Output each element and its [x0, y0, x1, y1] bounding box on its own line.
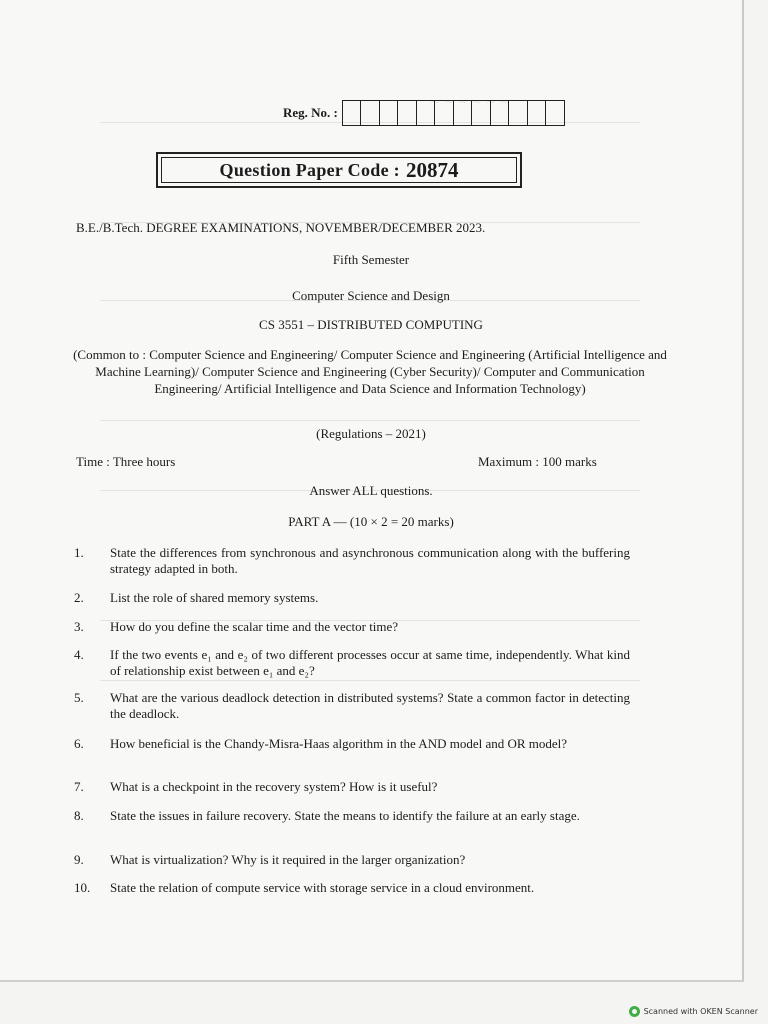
reg-no-digit-box[interactable] [491, 101, 510, 125]
course-title: CS 3551 – DISTRIBUTED COMPUTING [259, 317, 483, 332]
question-text: What is a checkpoint in the recovery system? How is it useful? [110, 779, 438, 794]
reg-no-digit-box[interactable] [398, 101, 417, 125]
branch: Computer Science and Design [292, 288, 450, 303]
reg-no-digit-box[interactable] [528, 101, 547, 125]
bleed-through-text [100, 420, 640, 422]
question-item [74, 647, 630, 679]
question-text: What are the various deadlock detection in distributed systems? State a common factor in detecting the deadlock. [110, 690, 630, 721]
question-item [74, 619, 630, 635]
time-allowed: Time : Three hours [76, 454, 176, 469]
reg-no-digit-box[interactable] [509, 101, 528, 125]
question-text: State the relation of compute service with storage service in a cloud environment. [110, 880, 535, 895]
question-number: 7. [74, 779, 84, 794]
scanner-watermark [629, 1006, 758, 1017]
question-number: 3. [74, 619, 84, 634]
reg-no-digit-box[interactable] [417, 101, 436, 125]
reg-no-digit-box[interactable] [361, 101, 380, 125]
reg-no-label: Reg. No. : [283, 105, 338, 120]
instruction: Answer ALL questions. [309, 483, 433, 498]
question-text: If the two events e₁ and e₂ of two different processes occur at same time, independently. What kind of relationship exist between e₁ and e₂? [110, 647, 630, 678]
regulations: (Regulations – 2021) [316, 426, 426, 441]
question-text: How beneficial is the Chandy-Misra-Haas algorithm in the AND model and OR model? [110, 736, 568, 751]
semester: Fifth Semester [332, 252, 410, 267]
scanner-logo-icon [629, 1006, 640, 1017]
reg-no-field[interactable] [283, 100, 565, 126]
question-item [74, 545, 630, 577]
question-item [74, 779, 630, 795]
reg-no-digit-box[interactable] [546, 101, 564, 125]
part-a-heading: PART A — (10 × 2 = 20 marks) [288, 514, 454, 529]
question-number: 10. [74, 880, 91, 895]
bleed-through-text: ~ ~ ~ ~ ~ ~ [430, 95, 510, 109]
question-text: List the role of shared memory systems. [110, 590, 319, 605]
reg-no-boxes[interactable] [342, 100, 565, 126]
reg-no-digit-box[interactable] [454, 101, 473, 125]
question-text: What is virtualization? Why is it required in the larger organization? [110, 852, 466, 867]
common-to-note: (Common to : Computer Science and Engineering/ Computer Science and Engineering (Artificial Intelligence and Machine Learning)/ Computer Science and Engineering (Cyber Security)/ Computer and Communication Engineering/ Artificial Intelligence and Data Science and Information Technology) [73, 347, 667, 396]
question-text: State the differences from synchronous and asynchronous communication along with the buffering strategy adapted in both. [110, 545, 630, 576]
question-number: 2. [74, 590, 84, 605]
reg-no-digit-box[interactable] [380, 101, 399, 125]
code-box-inner-border [161, 157, 517, 183]
maximum-marks: Maximum : 100 marks [478, 454, 597, 469]
question-item [74, 852, 630, 868]
reg-no-digit-box[interactable] [435, 101, 454, 125]
question-paper-code-number: 20874 [405, 157, 459, 182]
scanner-text: Scanned with OKEN Scanner [643, 1007, 758, 1016]
bleed-through-text [100, 680, 640, 682]
question-item [74, 690, 630, 722]
question-item [74, 880, 630, 896]
exam-title: B.E./B.Tech. DEGREE EXAMINATIONS, NOVEMBER/DECEMBER 2023. [76, 220, 486, 235]
question-item [74, 808, 630, 824]
question-number: 8. [74, 808, 84, 823]
question-paper-code-box [156, 152, 522, 188]
question-number: 4. [74, 647, 84, 662]
reg-no-digit-box[interactable] [343, 101, 362, 125]
question-text: State the issues in failure recovery. State the means to identify the failure at an early stage. [110, 808, 580, 823]
question-number: 1. [74, 545, 84, 560]
question-text: How do you define the scalar time and the vector time? [110, 619, 399, 634]
question-number: 9. [74, 852, 84, 867]
question-item [74, 736, 630, 752]
question-number: 5. [74, 690, 84, 705]
question-paper-code-label: Question Paper Code : [219, 159, 400, 180]
question-number: 6. [74, 736, 84, 751]
reg-no-digit-box[interactable] [472, 101, 491, 125]
question-item [74, 590, 630, 606]
